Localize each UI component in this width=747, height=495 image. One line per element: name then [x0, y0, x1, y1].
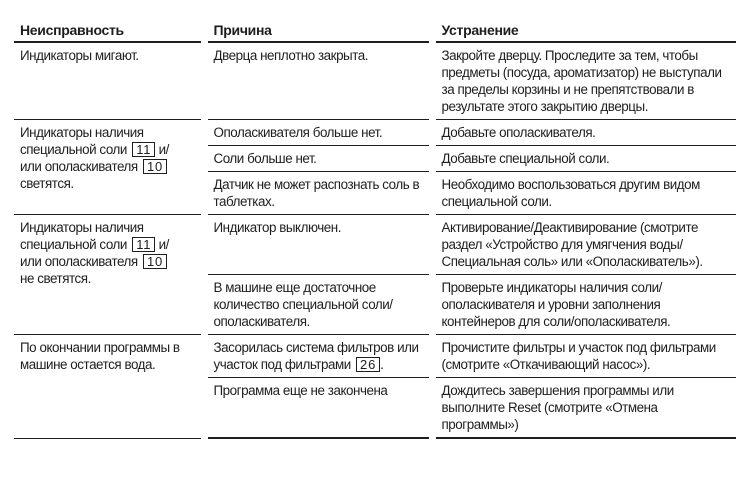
fault-line: и/ [158, 237, 169, 252]
fault-line: или ополаскивателя [20, 254, 138, 269]
fault-line: Индикаторы наличия [20, 220, 144, 235]
cause-cell: Дверца неплотно закрыта. [204, 42, 432, 120]
cause-cell [204, 335, 432, 378]
remedy-cell: Закройте дверцу. Проследите за тем, чтобы предметы (посуда, ароматизатор) не выступали за пределы корзины и не препятствовали в результате этого закрытию дверцы. [432, 42, 736, 120]
cause-text: Засорилась система фильтров или участок под фильтрами [213, 340, 419, 372]
fault-line: специальной соли [20, 237, 127, 252]
header-remedy: Устранение [432, 21, 736, 42]
table-row [14, 215, 736, 275]
remedy-cell: Прочистите фильтры и участок под фильтрами (смотрите «Откачивающий насос»). [432, 335, 736, 378]
header-fault: Неисправность [14, 21, 204, 42]
fault-line: Индикаторы наличия [20, 125, 144, 140]
salt-indicator-ref: 11 [132, 237, 155, 252]
remedy-cell: Добавьте специальной соли. [432, 146, 736, 172]
remedy-cell: Активирование/Деактивирование (смотрите раздел «Устройство для умягчения воды/ Специальная соль» или «Ополаскиватель»). [432, 215, 736, 275]
cause-cell: В машине еще достаточное количество специальной соли/ ополаскивателя. [204, 275, 432, 335]
remedy-cell: Проверьте индикаторы наличия соли/ ополаскивателя и уровни заполнения контейнеров для соли/ополаскивателя. [432, 275, 736, 335]
table-row [14, 335, 736, 378]
salt-indicator-ref: 11 [132, 142, 155, 157]
remedy-cell: Необходимо воспользоваться другим видом специальной соли. [432, 172, 736, 215]
troubleshooting-table [14, 21, 736, 439]
fault-cell: Индикаторы мигают. [14, 42, 204, 120]
fault-line: светятся. [20, 176, 74, 191]
cause-period: . [380, 357, 384, 372]
fault-line: специальной соли [20, 142, 127, 157]
filter-ref: 26 [356, 357, 380, 372]
fault-line: не светятся. [20, 271, 91, 286]
fault-cell: По окончании программы в машине остается вода. [14, 335, 204, 439]
fault-cell [14, 215, 204, 335]
remedy-cell: Дождитесь завершения программы или выполните Reset (смотрите «Отмена программы») [432, 378, 736, 439]
cause-cell: Программа еще не закончена [204, 378, 432, 439]
fault-line: или ополаскивателя [20, 159, 138, 174]
rinse-indicator-ref: 10 [143, 159, 167, 174]
fault-cell [14, 120, 204, 215]
cause-cell: Соли больше нет. [204, 146, 432, 172]
table-row [14, 42, 736, 120]
remedy-cell: Добавьте ополаскивателя. [432, 120, 736, 146]
cause-cell: Ополаскивателя больше нет. [204, 120, 432, 146]
table-row [14, 120, 736, 146]
fault-line: и/ [158, 142, 169, 157]
header-cause: Причина [204, 21, 432, 42]
header-row [14, 21, 736, 42]
cause-cell: Датчик не может распознать соль в таблетках. [204, 172, 432, 215]
rinse-indicator-ref: 10 [143, 254, 167, 269]
cause-cell: Индикатор выключен. [204, 215, 432, 275]
